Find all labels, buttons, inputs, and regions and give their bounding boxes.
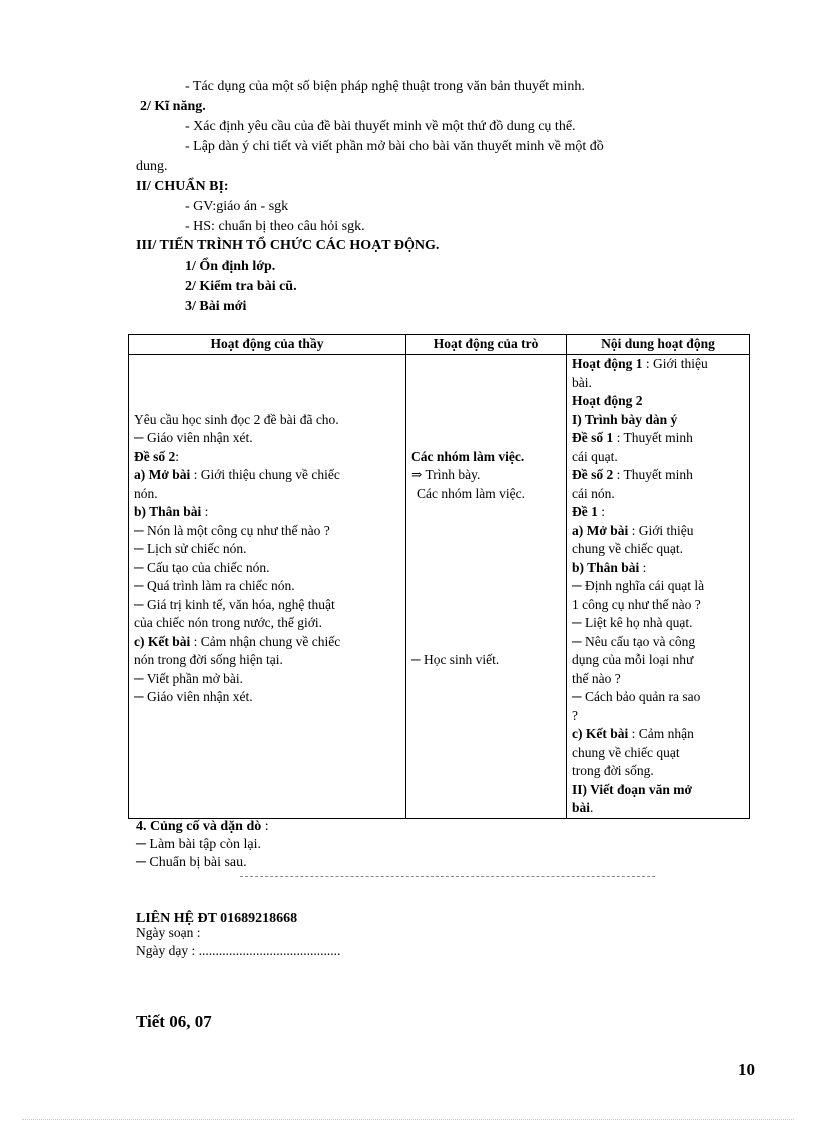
content-line-bold: Đề số 1 bbox=[572, 430, 614, 445]
intro-line-1: - Tác dụng của một số biện pháp nghệ thuật trong văn bản thuyết minh. bbox=[185, 79, 585, 94]
content-line bbox=[572, 744, 744, 763]
teacher-line bbox=[134, 503, 400, 522]
wrapup-heading-label: 4. Củng cố và dặn dò bbox=[136, 819, 262, 834]
teacher-line-bold: b) Thân bài bbox=[134, 504, 202, 519]
content-line-text: ─ Liệt kê họ nhà quạt. bbox=[572, 615, 693, 630]
content-line-text: . bbox=[590, 800, 594, 815]
content-line-text: thế nào ? bbox=[572, 670, 621, 686]
content-line-text: : Thuyết minh bbox=[613, 430, 693, 445]
teacher-line bbox=[134, 633, 400, 652]
content-line bbox=[572, 540, 744, 559]
step-1: 1/ Ổn định lớp. bbox=[185, 259, 276, 274]
teacher-line-text: ─ Giá trị kinh tế, văn hóa, nghệ thuật bbox=[134, 596, 335, 612]
content-cell bbox=[567, 355, 750, 819]
content-line bbox=[572, 670, 744, 689]
teacher-line-text: : Giới thiệu chung về chiếc bbox=[190, 467, 340, 482]
content-line-bold: Đề 1 bbox=[572, 504, 598, 519]
skill-line-1: - Xác định yêu cầu của đề bài thuyết minh về một thứ đồ dung cụ thể. bbox=[185, 119, 576, 134]
teacher-line bbox=[134, 429, 400, 448]
content-line bbox=[572, 374, 744, 393]
teacher-line-text: ─ Giáo viên nhận xét. bbox=[134, 689, 253, 704]
footer-rule bbox=[22, 1119, 794, 1120]
wrapup-heading bbox=[136, 817, 269, 836]
content-line bbox=[572, 707, 744, 726]
teacher-line-text: : bbox=[175, 448, 180, 464]
teacher-line-text: ─ Viết phần mở bài. bbox=[134, 670, 244, 686]
content-line-text: chung về chiếc quạt. bbox=[572, 541, 683, 556]
content-line-bold: bài bbox=[572, 800, 591, 815]
step-2: 2/ Kiểm tra bài cũ. bbox=[185, 279, 297, 294]
prep-line-2: - HS: chuẩn bị theo câu hỏi sgk. bbox=[185, 219, 365, 234]
content-line bbox=[572, 762, 744, 781]
teacher-line bbox=[134, 577, 400, 596]
teacher-line-text: nón trong đời sống hiện tại. bbox=[134, 652, 283, 667]
teacher-line bbox=[134, 466, 400, 485]
content-line-text: : Cảm nhận bbox=[628, 726, 694, 741]
teacher-line-text: : bbox=[201, 504, 209, 519]
teacher-line-text: của chiếc nón trong nước, thế giới. bbox=[134, 615, 323, 630]
teacher-line-text: ─ Lịch sử chiếc nón. bbox=[134, 541, 247, 556]
content-line-bold: b) Thân bài bbox=[572, 559, 640, 575]
teacher-lines bbox=[134, 411, 400, 707]
wrapup-item-2: ─ Chuẩn bị bài sau. bbox=[136, 855, 247, 870]
content-line bbox=[572, 781, 744, 800]
header-student: Hoạt động của trò bbox=[406, 335, 567, 355]
content-line bbox=[572, 448, 744, 467]
content-line-text: : Thuyết minh bbox=[613, 467, 693, 482]
table-row bbox=[129, 355, 750, 819]
teacher-line bbox=[134, 651, 400, 670]
content-line-text: cái nón. bbox=[572, 485, 615, 501]
skill-line-2: - Lập dàn ý chi tiết và viết phần mở bài cho bài văn thuyết minh về một đồ bbox=[185, 139, 604, 154]
content-line-text: : bbox=[597, 504, 606, 519]
content-line-bold: Hoạt động 2 bbox=[572, 393, 643, 408]
skill-line-2-cont: dung. bbox=[136, 159, 168, 174]
teacher-line-text: : Cảm nhận chung về chiếc bbox=[190, 633, 341, 649]
content-line bbox=[572, 503, 744, 522]
wrapup-heading-colon: : bbox=[261, 819, 269, 834]
teacher-line-text: ─ Cấu tạo của chiếc nón. bbox=[134, 559, 270, 575]
content-line bbox=[572, 485, 744, 504]
teacher-line bbox=[134, 614, 400, 633]
teacher-line-text: nón. bbox=[134, 485, 158, 501]
process-heading: III/ TIẾN TRÌNH TỔ CHỨC CÁC HOẠT ĐỘNG. bbox=[136, 238, 440, 253]
teacher-line-text: ─ Giáo viên nhận xét. bbox=[134, 430, 253, 445]
content-line-text: trong đời sống. bbox=[572, 763, 654, 778]
content-line-text: ? bbox=[572, 707, 578, 723]
content-line bbox=[572, 522, 744, 541]
header-teacher: Hoạt động của thầy bbox=[129, 335, 406, 355]
teacher-line-bold: c) Kết bài bbox=[134, 633, 191, 649]
content-line-text: : Giới thiệu bbox=[642, 356, 708, 371]
content-line-bold: Hoạt động 1 bbox=[572, 356, 643, 371]
content-line bbox=[572, 559, 744, 578]
wrapup-item-1: ─ Làm bài tập còn lại. bbox=[136, 837, 261, 852]
content-line bbox=[572, 651, 744, 670]
content-line bbox=[572, 429, 744, 448]
teacher-cell bbox=[129, 355, 406, 819]
skills-heading: 2/ Kĩ năng. bbox=[140, 99, 206, 114]
table-header-row bbox=[129, 335, 750, 355]
teacher-line bbox=[134, 559, 400, 578]
teacher-line bbox=[134, 411, 400, 430]
content-line-bold: c) Kết bài bbox=[572, 726, 629, 741]
content-line-text: ─ Định nghĩa cái quạt là bbox=[572, 578, 705, 593]
content-line-text: ─ Cách bảo quản ra sao bbox=[572, 689, 701, 704]
teacher-line-text: ─ Quá trình làm ra chiếc nón. bbox=[134, 578, 295, 593]
prep-heading: II/ CHUẨN BỊ: bbox=[136, 179, 229, 194]
content-line-text: 1 công cụ như thế nào ? bbox=[572, 596, 701, 612]
content-line bbox=[572, 466, 744, 485]
content-line-bold: Đề số 2 bbox=[572, 467, 614, 482]
teacher-line bbox=[134, 540, 400, 559]
student-groups-work: Các nhóm làm việc. bbox=[411, 448, 525, 464]
content-line-bold: II) Viết đoạn văn mở bbox=[572, 781, 692, 797]
content-line-text: cái quạt. bbox=[572, 448, 618, 464]
content-line-text: chung về chiếc quạt bbox=[572, 744, 680, 760]
content-line bbox=[572, 596, 744, 615]
content-line-text: : Giới thiệu bbox=[628, 522, 694, 538]
content-line bbox=[572, 355, 744, 374]
content-line-text: ─ Nêu cấu tạo và công bbox=[572, 633, 696, 649]
content-line-text: bài. bbox=[572, 374, 592, 390]
header-content: Nội dung hoạt động bbox=[567, 335, 750, 355]
content-line bbox=[572, 633, 744, 652]
teacher-line-text: ─ Nón là một công cụ như thế nào ? bbox=[134, 522, 330, 538]
student-cell bbox=[406, 355, 567, 819]
lesson-number: Tiết 06, 07 bbox=[136, 1012, 212, 1031]
contact-line: LIÊN HỆ ĐT 01689218668 bbox=[136, 911, 298, 926]
content-line-bold: a) Mở bài bbox=[572, 522, 629, 538]
teacher-line bbox=[134, 596, 400, 615]
content-lines bbox=[572, 355, 744, 818]
content-line bbox=[572, 577, 744, 596]
content-line bbox=[572, 411, 744, 430]
teacher-line-text: Yêu cầu học sinh đọc 2 đề bài đã cho. bbox=[134, 411, 339, 427]
content-line-bold: I) Trình bày dàn ý bbox=[572, 411, 678, 427]
content-line bbox=[572, 392, 744, 411]
divider bbox=[240, 876, 655, 877]
content-line bbox=[572, 614, 744, 633]
content-line bbox=[572, 725, 744, 744]
teacher-line bbox=[134, 670, 400, 689]
teacher-line bbox=[134, 448, 400, 467]
prep-line-1: - GV:giáo án - sgk bbox=[185, 199, 289, 214]
content-line bbox=[572, 688, 744, 707]
page-number: 10 bbox=[738, 1060, 755, 1079]
step-3: 3/ Bài mới bbox=[185, 299, 247, 314]
teacher-line bbox=[134, 485, 400, 504]
student-write: ─ Học sinh viết. bbox=[411, 652, 500, 667]
content-line-text: dụng của mỗi loại như bbox=[572, 652, 694, 667]
date-composed: Ngày soạn : bbox=[136, 925, 201, 940]
teacher-line bbox=[134, 522, 400, 541]
teacher-line bbox=[134, 688, 400, 707]
student-groups-work-2: Các nhóm làm việc. bbox=[417, 485, 525, 501]
teacher-line-bold: a) Mở bài bbox=[134, 467, 191, 482]
student-present: ⇒ Trình bày. bbox=[411, 467, 481, 482]
content-line bbox=[572, 799, 744, 818]
content-line-text: : bbox=[639, 559, 647, 575]
date-taught: Ngày dạy : .......................................... bbox=[136, 943, 341, 958]
teacher-line-bold: Đề số 2 bbox=[134, 448, 176, 464]
activity-table bbox=[128, 334, 750, 819]
